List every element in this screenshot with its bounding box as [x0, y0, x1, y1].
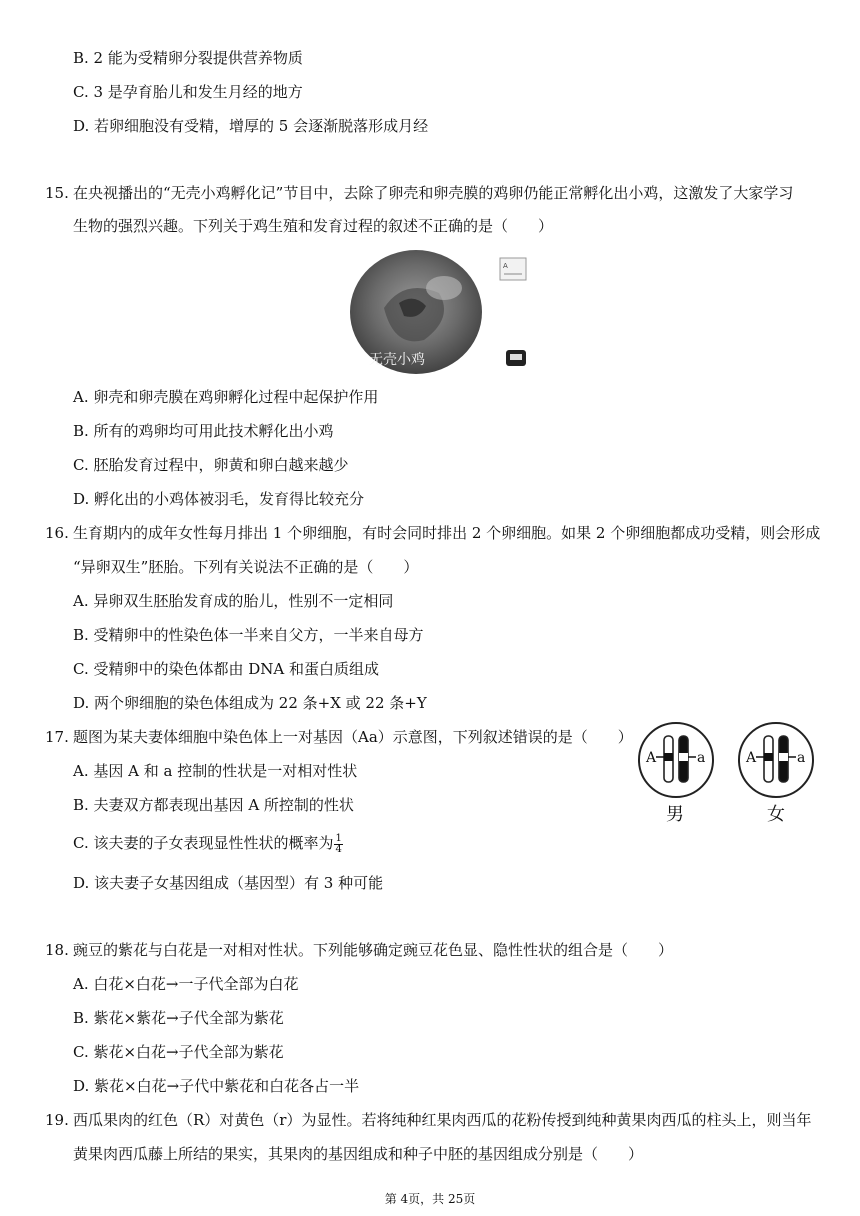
- fraction-numerator: 1: [335, 832, 342, 844]
- svg-text:A: A: [503, 262, 508, 270]
- q15-option-c: C. 胚胎发育过程中，卵黄和卵白越来越少: [73, 456, 349, 474]
- male-gene-A: A: [646, 750, 657, 766]
- q16-stem-line2: “异卵双生”胚胎。下列有关说法不正确的是（ ）: [73, 558, 419, 576]
- q16-option-c: C. 受精卵中的染色体都由 DNA 和蛋白质组成: [73, 660, 380, 678]
- q15-number: 15.: [45, 184, 69, 202]
- q18-option-a: A. 白花×白花→一子代全部为白花: [73, 975, 299, 993]
- q19-stem-line2: 黄果肉西瓜藤上所结的果实，其果肉的基因组成和种子中胚的基因组成分别是（ ）: [73, 1145, 644, 1163]
- q16-option-d: D. 两个卵细胞的染色体组成为 22 条+X 或 22 条+Y: [73, 694, 427, 712]
- q17-option-a: A. 基因 A 和 a 控制的性状是一对相对性状: [73, 762, 358, 780]
- q18-option-d: D. 紫花×白花→子代中紫花和白花各占一半: [73, 1077, 360, 1095]
- q17-stem-line1: 题图为某夫妻体细胞中染色体上一对基因（Aa）示意图，下列叙述错误的是（ ）: [73, 728, 633, 746]
- q14-option-c: C. 3 是孕育胎儿和发生月经的地方: [73, 83, 303, 101]
- q15-stem-line2: 生物的强烈兴趣。下列关于鸡生殖和发育过程的叙述不正确的是（ ）: [73, 217, 554, 235]
- female-label: 女: [767, 804, 785, 825]
- image-caption: 无壳小鸡: [369, 352, 425, 368]
- q14-option-d: D. 若卵细胞没有受精，增厚的 5 会逐渐脱落形成月经: [73, 117, 429, 135]
- q16-stem-line1: 生育期内的成年女性每月排出 1 个卵细胞，有时会同时排出 2 个卵细胞。如果 2 个卵细胞都成功受精，则会形成: [73, 524, 821, 542]
- q19-number: 19.: [45, 1111, 69, 1129]
- q17-option-c: [73, 833, 343, 855]
- male-label: 男: [666, 804, 684, 825]
- male-cell: [639, 723, 713, 797]
- q15-option-b: B. 所有的鸡卵均可用此技术孵化出小鸡: [73, 422, 334, 440]
- chromosome-gene-diagram: [626, 720, 826, 830]
- q14-option-b: B. 2 能为受精卵分裂提供营养物质: [73, 49, 303, 67]
- q18-option-b: B. 紫花×紫花→子代全部为紫花: [73, 1009, 284, 1027]
- fraction-denominator: 4: [335, 843, 342, 855]
- q17-option-c-text: C. 该夫妻的子女表现显性性状的概率为: [73, 834, 334, 852]
- q15-stem-line1: 在央视播出的“无壳小鸡孵化记”节目中，去除了卵壳和卵壳膜的鸡卵仍能正常孵化出小鸡，这激发了大家学习: [73, 184, 794, 202]
- page-footer: 第 4页，共 25页: [384, 1192, 476, 1206]
- q16-option-a: A. 异卵双生胚胎发育成的胎儿，性别不一定相同: [73, 592, 394, 610]
- q15-option-d: D. 孵化出的小鸡体被羽毛，发育得比较充分: [73, 490, 365, 508]
- female-cell: [739, 723, 813, 797]
- q15-option-a: A. 卵壳和卵壳膜在鸡卵孵化过程中起保护作用: [73, 388, 379, 406]
- q18-stem-line1: 豌豆的紫花与白花是一对相对性状。下列能够确定豌豆花色显、隐性性状的组合是（ ）: [73, 941, 674, 959]
- q16-option-b: B. 受精卵中的性染色体一半来自父方，一半来自母方: [73, 626, 424, 644]
- q17-option-d: D. 该夫妻子女基因组成（基因型）有 3 种可能: [73, 874, 384, 892]
- q19-stem-line1: 西瓜果肉的红色（R）对黄色（r）为显性。若将纯种红果肉西瓜的花粉传授到纯种黄果肉西瓜的柱头上，则当年: [73, 1111, 812, 1129]
- male-gene-a: a: [697, 750, 706, 766]
- q17-number: 17.: [45, 728, 69, 746]
- fraction-one-quarter: [334, 834, 342, 855]
- q16-number: 16.: [45, 524, 69, 542]
- q18-option-c: C. 紫花×白花→子代全部为紫花: [73, 1043, 284, 1061]
- female-gene-A: A: [746, 750, 757, 766]
- q18-number: 18.: [45, 941, 69, 959]
- female-gene-a: a: [797, 750, 806, 766]
- q17-option-b: B. 夫妻双方都表现出基因 A 所控制的性状: [73, 796, 354, 814]
- shell-less-chick-image: [344, 248, 534, 380]
